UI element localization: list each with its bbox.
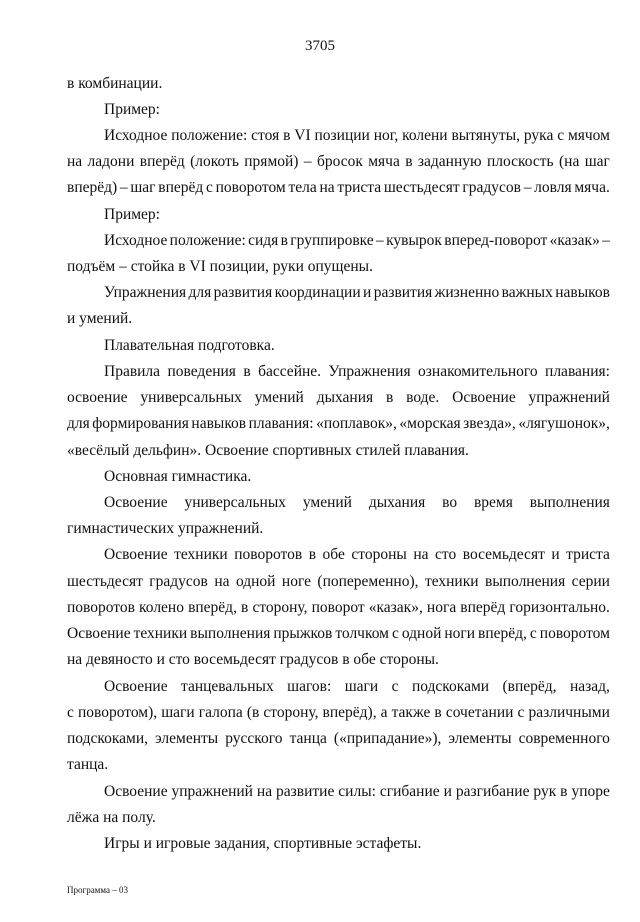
text-line: на девяносто и сто восемьдесят градусов в обе стороны. <box>67 651 439 668</box>
text-line: в комбинации. <box>67 75 163 92</box>
text-line: Игры и игровые задания, спортивные эстафеты. <box>104 835 422 852</box>
text-line: освоение универсальных умений дыхания в воде. Освоение упражнений <box>67 389 610 406</box>
text-line: шестьдесят градусов на одной ноге (попеременно), техники выполнения серии <box>67 573 610 590</box>
text-line: подъём – стойка в VI позиции, руки опущены. <box>67 258 373 275</box>
page-footer: Программа – 03 <box>67 885 129 895</box>
text-line: Освоение техники поворотов в обе стороны на сто восемьдесят и триста <box>104 546 610 563</box>
text-line: Правила поведения в бассейне. Упражнения ознакомительного плавания: <box>104 363 610 380</box>
text-line: Упражнения для развития координации и развития жизненно важных навыков <box>104 284 610 301</box>
text-line: и умений. <box>67 310 133 327</box>
text-line: Освоение техники выполнения прыжков толчком с одной ноги вперёд, с поворотом <box>67 625 610 642</box>
text-line: лёжа на полу. <box>67 809 156 826</box>
text-line: Освоение универсальных умений дыхания во время выполнения <box>104 494 610 511</box>
text-line: вперёд) – шаг вперёд с поворотом тела на триста шестьдесят градусов – ловля мяча. <box>67 179 610 196</box>
text-line: танца. <box>67 756 109 773</box>
text-line: Пример: <box>104 206 160 223</box>
text-line: с поворотом), шаги галопа (в сторону, вперёд), а также в сочетании с различными <box>67 704 610 721</box>
text-line: «весёлый дельфин». Освоение спортивных стилей плавания. <box>67 442 469 459</box>
text-line: Основная гимнастика. <box>104 468 252 485</box>
page-number: 3705 <box>305 38 335 54</box>
text-line: на ладони вперёд (локоть прямой) – бросок мяча в заданную плоскость (на шаг <box>67 153 610 170</box>
text-line: Освоение упражнений на развитие силы: сгибание и разгибание рук в упоре <box>104 783 610 800</box>
text-line: для формирования навыков плавания: «поплавок», «морская звезда», «лягушонок», <box>67 415 610 432</box>
text-line: гимнастических упражнений. <box>67 520 264 537</box>
text-line: Освоение танцевальных шагов: шаги с подскоками (вперёд, назад, <box>104 678 610 695</box>
text-line: поворотов колено вперёд, в сторону, поворот «казак», нога вперёд горизонтально. <box>67 599 610 616</box>
text-line: подскоками, элементы русского танца («припадание»), элементы современного <box>67 730 610 747</box>
text-line: Исходное положение: сидя в группировке – кувырок вперед-поворот «казак» – <box>104 232 610 249</box>
text-line: Исходное положение: стоя в VI позиции ног, колени вытянуты, рука с мячом <box>104 127 610 144</box>
text-line: Плавательная подготовка. <box>104 337 275 354</box>
text-line: Пример: <box>104 101 160 118</box>
